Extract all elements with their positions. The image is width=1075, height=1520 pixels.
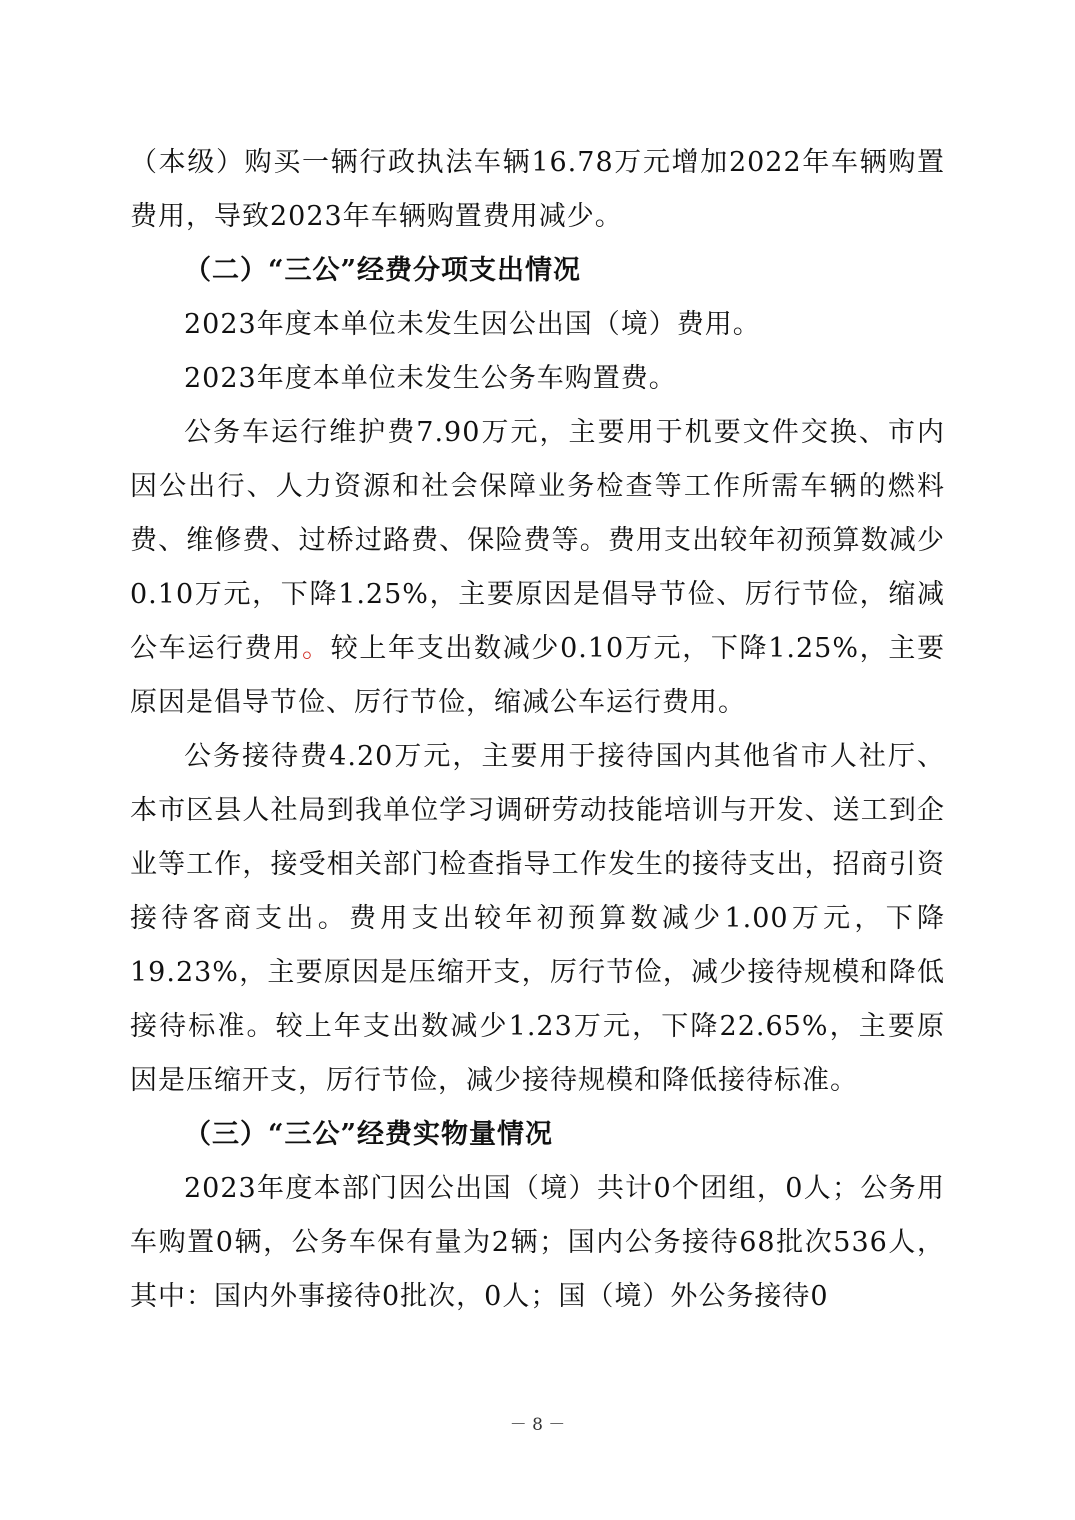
highlight-mark: 。 bbox=[302, 633, 331, 664]
paragraph-reception: 公务接待费4.20万元，主要用于接待国内其他省市人社厅、本市区县人社局到我单位学习调研劳动技能培训与开发、送工到企业等工作，接受相关部门检查指导工作发生的接待支出，招商引资接待客商支出。费用支出较年初预算数减少1.00万元，下降19.23%，主要原因是压缩开支，厉行节俭，减少接待规模和降低接待标准。较上年支出数减少1.23万元，下降22.65%，主要原因是压缩开支，厉行节俭，减少接待规模和降低接待标准。 bbox=[130, 741, 945, 1096]
page-number: － 8 － bbox=[509, 1415, 566, 1435]
paragraph-vehicle-purchase: 2023年度本单位未发生公务车购置费。 bbox=[184, 363, 677, 394]
paragraph-overseas: 2023年度本单位未发生因公出国（境）费用。 bbox=[184, 309, 761, 340]
document-body bbox=[130, 136, 945, 1324]
vehicle-maintenance-text-a: 公务车运行维护费7.90万元，主要用于机要文件交换、市内因公出行、人力资源和社会保障业务检查等工作所需车辆的燃料费、维修费、过桥过路费、保险费等。费用支出较年初预算数减少0.10万元，下降1.25%，主要原因是倡导节俭、厉行节俭，缩减公车运行费用 bbox=[130, 417, 945, 664]
paragraph-continuation: （本级）购买一辆行政执法车辆16.78万元增加2022年车辆购置费用，导致2023年车辆购置费用减少。 bbox=[130, 147, 945, 232]
vehicle-maintenance-text-b: 较上年支出数减少0.10万元，下降1.25%，主要原因是倡导节俭、厉行节俭，缩减公车运行费用。 bbox=[130, 633, 946, 718]
paragraph-vehicle-maintenance bbox=[130, 406, 945, 730]
section-heading-3: （三）“三公”经费实物量情况 bbox=[184, 1119, 554, 1150]
section-heading-2: （二）“三公”经费分项支出情况 bbox=[184, 255, 582, 286]
paragraph-physical-quantity: 2023年度本部门因公出国（境）共计0个团组，0人；公务用车购置0辆，公务车保有量为2辆；国内公务接待68批次536人，其中：国内外事接待0批次，0人；国（境）外公务接待0 bbox=[130, 1173, 945, 1312]
